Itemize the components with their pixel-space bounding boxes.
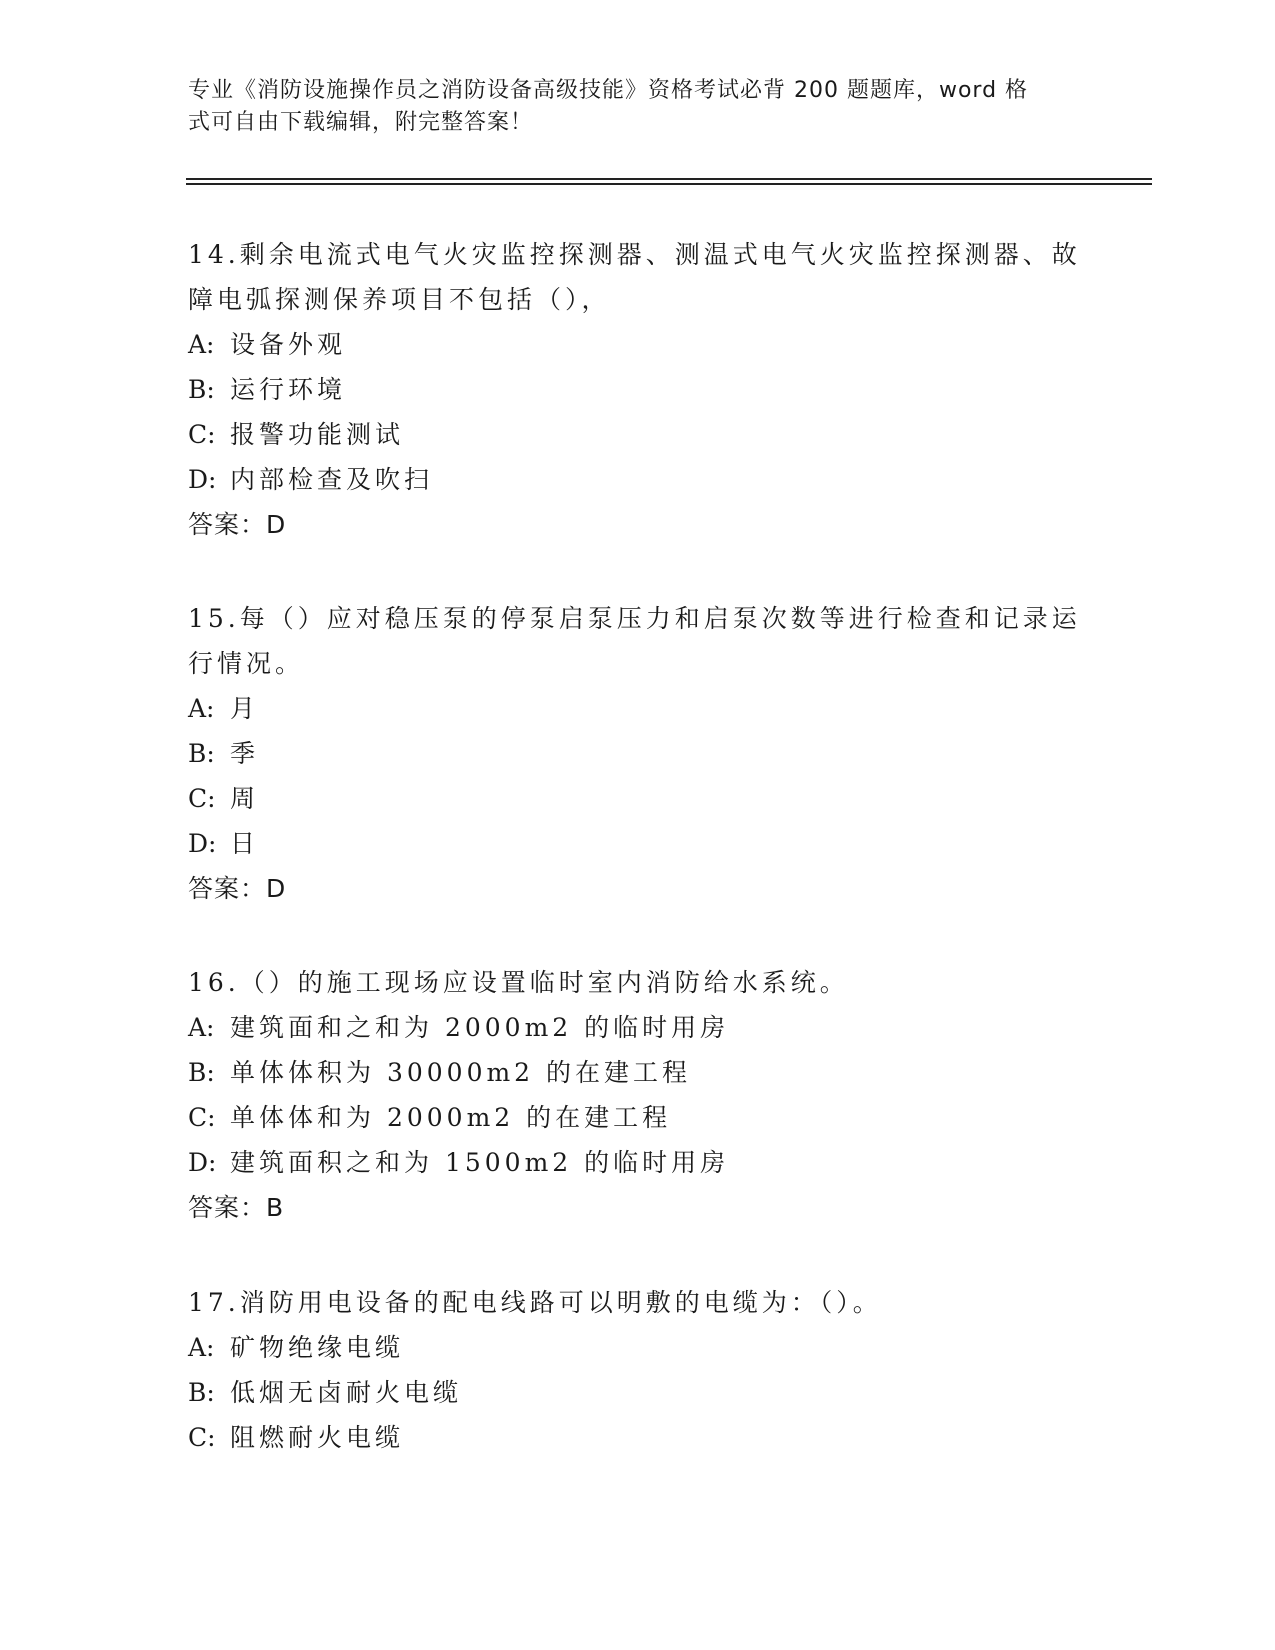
question-stem bbox=[188, 1280, 1088, 1325]
question-stem bbox=[188, 960, 1088, 1005]
option-b bbox=[188, 367, 1088, 412]
option-text: 阻燃耐火电缆 bbox=[230, 1423, 405, 1452]
option-text: 报警功能测试 bbox=[230, 420, 405, 449]
option-c bbox=[188, 776, 1088, 821]
option-text: 单体体积为 30000m2 的在建工程 bbox=[230, 1058, 692, 1087]
option-c bbox=[188, 1415, 1088, 1460]
question-stem bbox=[188, 232, 1088, 322]
option-letter: A: bbox=[188, 1013, 215, 1042]
option-text: 低烟无卤耐火电缆 bbox=[230, 1378, 463, 1407]
option-d bbox=[188, 1140, 1088, 1185]
option-letter: C: bbox=[188, 784, 216, 813]
question-stem-line-2: 行情况。 bbox=[188, 649, 305, 678]
option-letter: D: bbox=[188, 1148, 217, 1177]
header-divider-top bbox=[186, 178, 1152, 180]
option-letter: D: bbox=[188, 465, 217, 494]
option-a bbox=[188, 1325, 1088, 1370]
option-text: 单体体和为 2000m2 的在建工程 bbox=[230, 1103, 672, 1132]
option-text: 设备外观 bbox=[230, 330, 347, 359]
option-letter: B: bbox=[188, 1378, 215, 1407]
answer-line: 答案：D bbox=[188, 510, 287, 539]
option-letter: B: bbox=[188, 739, 215, 768]
option-a bbox=[188, 686, 1088, 731]
header-divider-bottom bbox=[186, 183, 1152, 185]
option-text: 矿物绝缘电缆 bbox=[230, 1333, 405, 1362]
option-text: 内部检查及吹扫 bbox=[230, 465, 434, 494]
answer-line: 答案：D bbox=[188, 874, 287, 903]
question-16 bbox=[188, 960, 1088, 1231]
header-line-1: 专业《消防设施操作员之消防设备高级技能》资格考试必背 200 题题库，word 格 bbox=[188, 78, 1029, 103]
option-b bbox=[188, 1370, 1088, 1415]
option-a bbox=[188, 1005, 1088, 1050]
option-letter: A: bbox=[188, 694, 215, 723]
option-text: 日 bbox=[230, 829, 260, 858]
answer-line: 答案：B bbox=[188, 1193, 285, 1222]
option-letter: C: bbox=[188, 1423, 216, 1452]
option-d bbox=[188, 457, 1088, 502]
option-text: 建筑面积之和为 1500m2 的临时用房 bbox=[230, 1148, 730, 1177]
question-14 bbox=[188, 232, 1088, 548]
question-stem-line-1: 14.剩余电流式电气火灾监控探测器、测温式电气火灾监控探测器、故 bbox=[188, 240, 1081, 269]
option-letter: C: bbox=[188, 1103, 216, 1132]
option-text: 月 bbox=[230, 694, 260, 723]
option-c bbox=[188, 412, 1088, 457]
option-text: 建筑面和之和为 2000m2 的临时用房 bbox=[230, 1013, 730, 1042]
option-text: 运行环境 bbox=[230, 375, 347, 404]
option-letter: A: bbox=[188, 330, 215, 359]
question-stem bbox=[188, 596, 1088, 686]
option-letter: B: bbox=[188, 1058, 215, 1087]
option-a bbox=[188, 322, 1088, 367]
option-b bbox=[188, 731, 1088, 776]
option-text: 周 bbox=[230, 784, 260, 813]
option-letter: D: bbox=[188, 829, 217, 858]
document-header bbox=[188, 75, 1068, 139]
header-line-2: 式可自由下载编辑，附完整答案！ bbox=[188, 110, 534, 135]
option-c bbox=[188, 1095, 1088, 1140]
question-15 bbox=[188, 596, 1088, 912]
option-letter: C: bbox=[188, 420, 216, 449]
question-17 bbox=[188, 1280, 1088, 1460]
question-stem-line-2: 障电弧探测保养项目不包括（）， bbox=[188, 285, 611, 314]
option-text: 季 bbox=[230, 739, 260, 768]
question-stem-line-1: 16.（）的施工现场应设置临时室内消防给水系统。 bbox=[188, 968, 849, 997]
option-letter: B: bbox=[188, 375, 215, 404]
option-b bbox=[188, 1050, 1088, 1095]
option-letter: A: bbox=[188, 1333, 215, 1362]
question-stem-line-1: 15.每（）应对稳压泵的停泵启泵压力和启泵次数等进行检查和记录运 bbox=[188, 604, 1081, 633]
option-d bbox=[188, 821, 1088, 866]
question-stem-line-1: 17.消防用电设备的配电线路可以明敷的电缆为：（）。 bbox=[188, 1288, 882, 1317]
